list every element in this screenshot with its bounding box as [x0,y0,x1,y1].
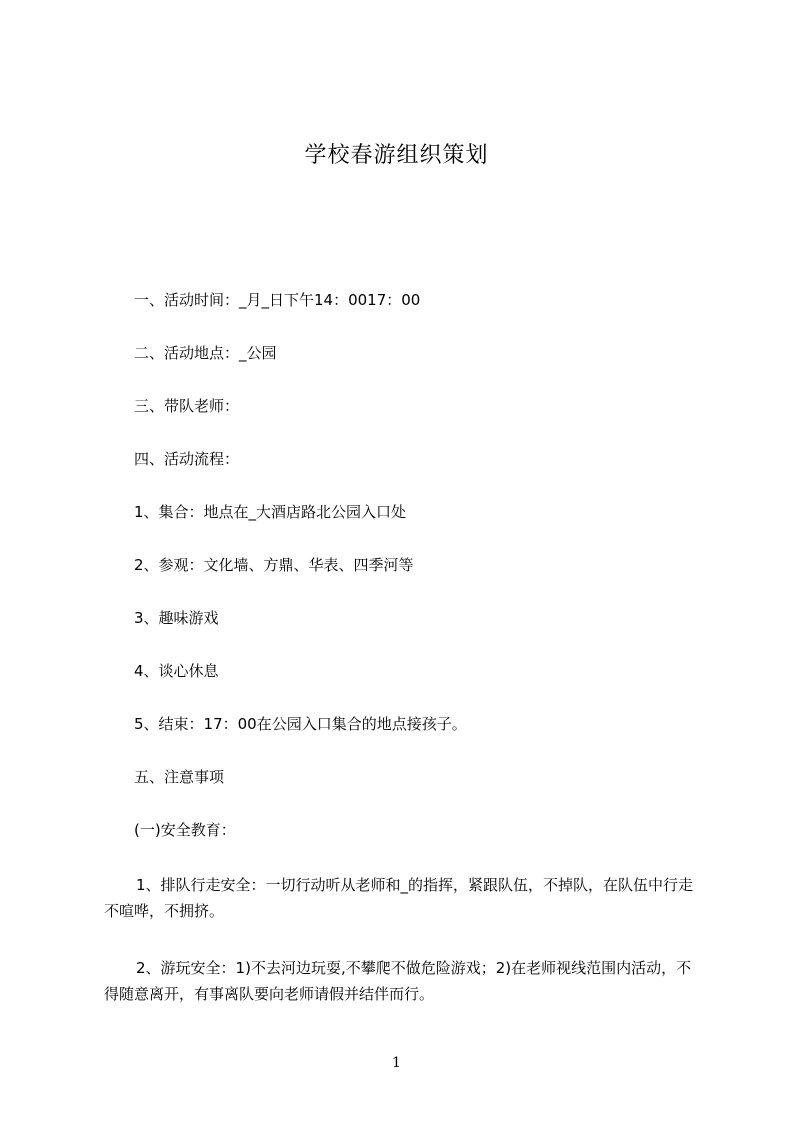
document-title: 学校春游组织策划 [304,143,489,168]
paragraph-step-games: 3、趣味游戏 [134,609,219,627]
paragraph-step-end: 5、结束：17：00在公园入口集合的地点接孩子。 [134,715,467,733]
paragraph-step-visit: 2、参观：文化墙、方鼎、华表、四季河等 [134,556,414,574]
paragraph-activity-time: 一、活动时间：_月_日下午14：0017：00 [134,291,421,309]
paragraph-step-gather: 1、集合：地点在_大酒店路北公园入口处 [134,503,407,521]
paragraph-play-safety: 2、游玩安全：1)不去河边玩耍,不攀爬不做危险游戏；2)在老师视线范围内活动，不得随意离开，有事离队要向老师请假并结伴而行。 [104,959,692,1003]
paragraph-safety-heading: (一)安全教育： [134,821,236,839]
paragraph-notes-heading: 五、注意事项 [134,768,225,786]
paragraph-activity-process: 四、活动流程： [134,450,240,468]
paragraph-teachers: 三、带队老师： [134,397,240,415]
paragraph-activity-location: 二、活动地点：_公园 [134,344,277,362]
paragraph-queue-safety: 1、排队行走安全：一切行动听从老师和_的指挥，紧跟队伍，不掉队，在队伍中行走不喧哗，不拥挤。 [104,876,694,920]
page-number: 1 [392,1055,401,1071]
paragraph-step-rest: 4、谈心休息 [134,662,219,680]
